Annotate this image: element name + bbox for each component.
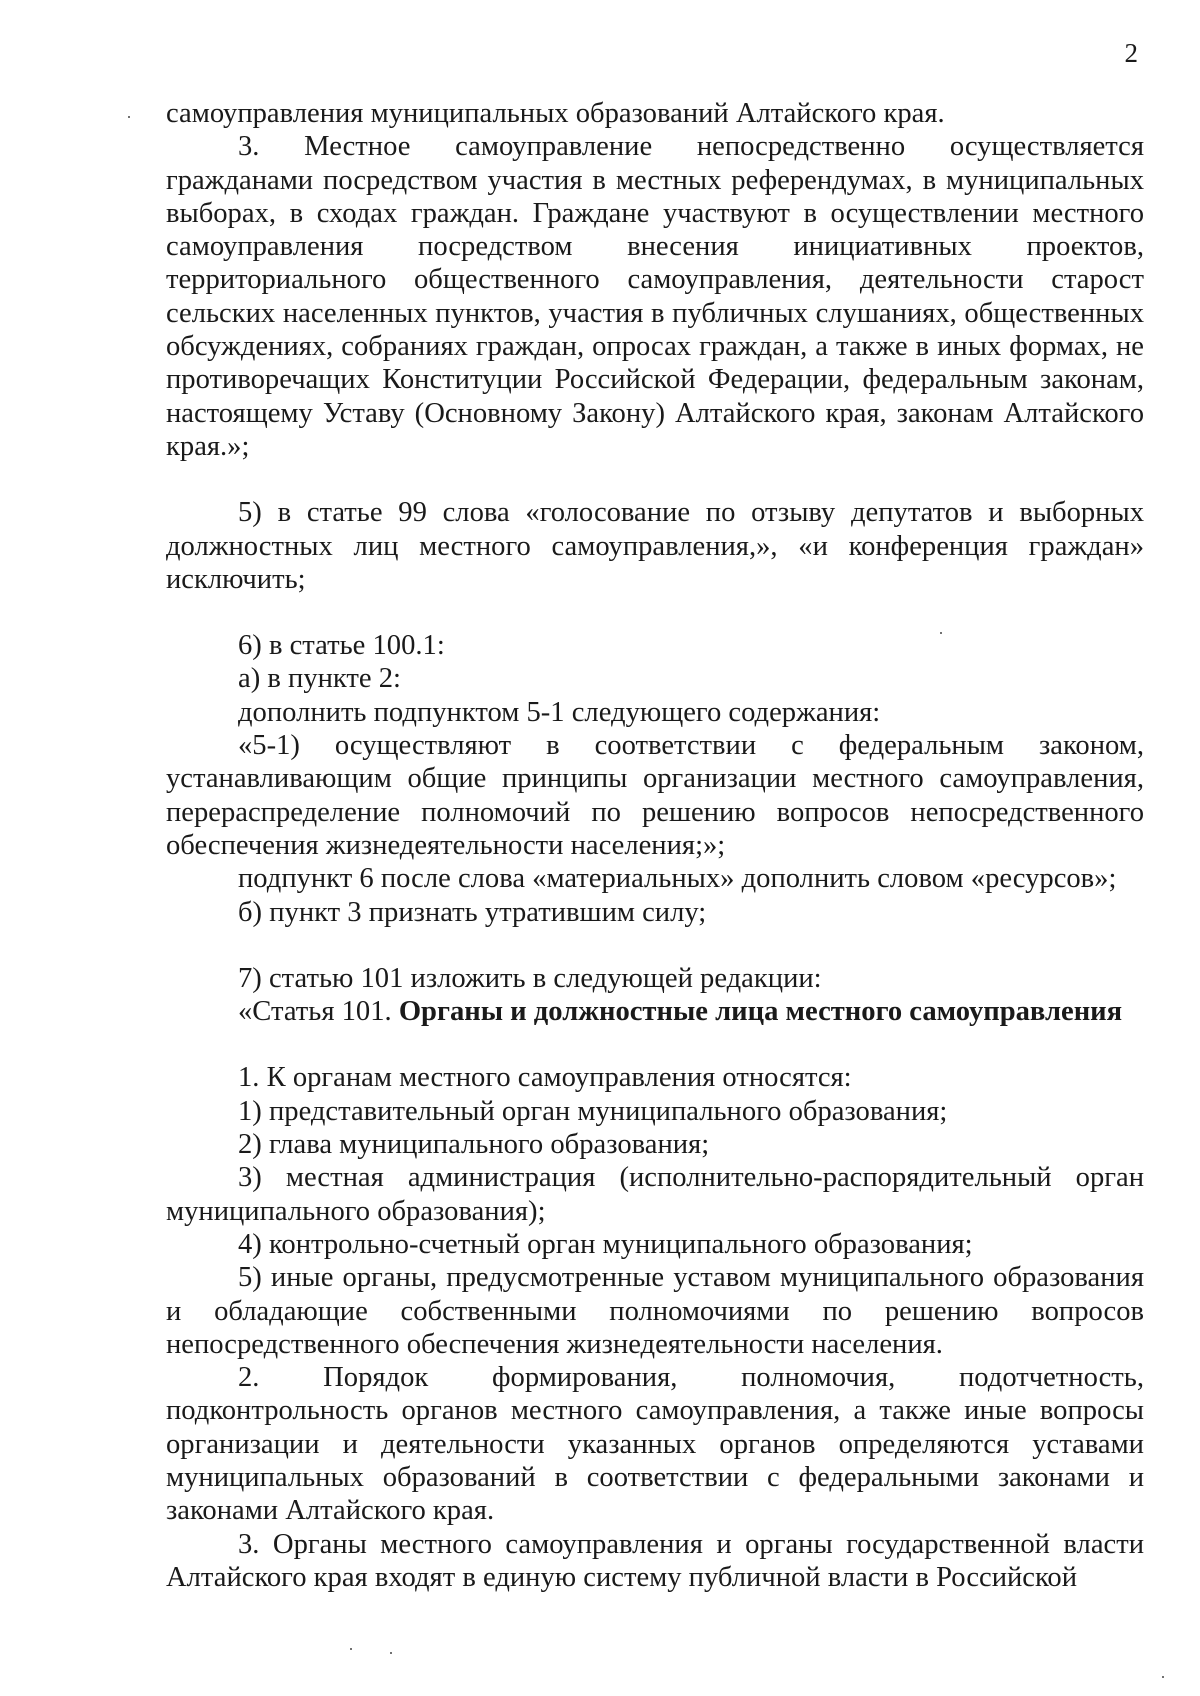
paragraph: 3) местная администрация (исполнительно-распорядительный орган муниципального образования);: [166, 1162, 1144, 1227]
paragraph: 2) глава муниципального образования;: [238, 1129, 710, 1161]
page-number: 2: [1124, 38, 1138, 68]
article-heading-prefix: «Статья 101.: [238, 996, 399, 1028]
article-heading: [166, 995, 1144, 1028]
paragraph: 5) в статье 99 слова «голосование по отзыву депутатов и выборных должностных лиц местного самоуправления,», «и конференция граждан» исключить;: [166, 497, 1144, 595]
paragraph: дополнить подпунктом 5-1 следующего содержания:: [238, 696, 881, 728]
paragraph: 3. Органы местного самоуправления и органы государственной власти Алтайского края входят в единую систему публичной власти в Российской: [166, 1528, 1144, 1593]
scan-speck: [1162, 1676, 1164, 1678]
paragraph: «5-1) осуществляют в соответствии с федеральным законом, устанавливающим общие принципы организации местного самоуправления, перераспределение полномочий по решению вопросов непосредственного обеспечения жизнедеятельности населения;»;: [166, 730, 1144, 861]
paragraph: 6) в статье 100.1:: [238, 630, 445, 662]
scan-speck: [940, 632, 942, 634]
paragraph: самоуправления муниципальных образований Алтайского края.: [166, 98, 945, 129]
paragraph: 7) статью 101 изложить в следующей редакции:: [238, 962, 822, 994]
scan-speck: [350, 1648, 352, 1650]
paragraph: 1. К органам местного самоуправления относятся:: [238, 1062, 852, 1094]
paragraph: 2. Порядок формирования, полномочия, подотчетность, подконтрольность органов местного самоуправления, а также иные вопросы организации и деятельности указанных органов определяются уставами муниципальных образований в соответствии с федеральными законами и законами Алтайского края.: [166, 1362, 1144, 1527]
article-heading-title: Органы и должностные лица местного самоуправления: [398, 996, 1123, 1028]
document-body: [166, 97, 1144, 1594]
paragraph: 3. Местное самоуправление непосредственно осуществляется гражданами посредством участия в местных референдумах, в муниципальных выборах, в сходах граждан. Граждане участвуют в осуществлении местного самоуправления посредством внесения инициативных проектов, территориального общественного самоуправления, деятельности старост сельских населенных пунктов, участия в публичных слушаниях, общественных обсуждениях, собраниях граждан, опросах граждан, а также в иных формах, не противоречащих Конституции Российской Федерации, федеральным законам, настоящему Уставу (Основному Закону) Алтайского края, законам Алтайского края.»;: [166, 131, 1144, 462]
paragraph: 4) контрольно-счетный орган муниципального образования;: [238, 1228, 973, 1260]
scan-speck: [128, 116, 130, 118]
paragraph: б) пункт 3 признать утратившим силу;: [238, 896, 707, 928]
paragraph: а) в пункте 2:: [238, 663, 402, 695]
scan-speck: [390, 1652, 392, 1654]
paragraph: подпункт 6 после слова «материальных» дополнить словом «ресурсов»;: [238, 863, 1117, 895]
paragraph: 5) иные органы, предусмотренные уставом муниципального образования и обладающие собственными полномочиями по решению вопросов непосредственного обеспечения жизнедеятельности населения.: [166, 1262, 1144, 1360]
paragraph: 1) представительный орган муниципального образования;: [238, 1095, 948, 1127]
